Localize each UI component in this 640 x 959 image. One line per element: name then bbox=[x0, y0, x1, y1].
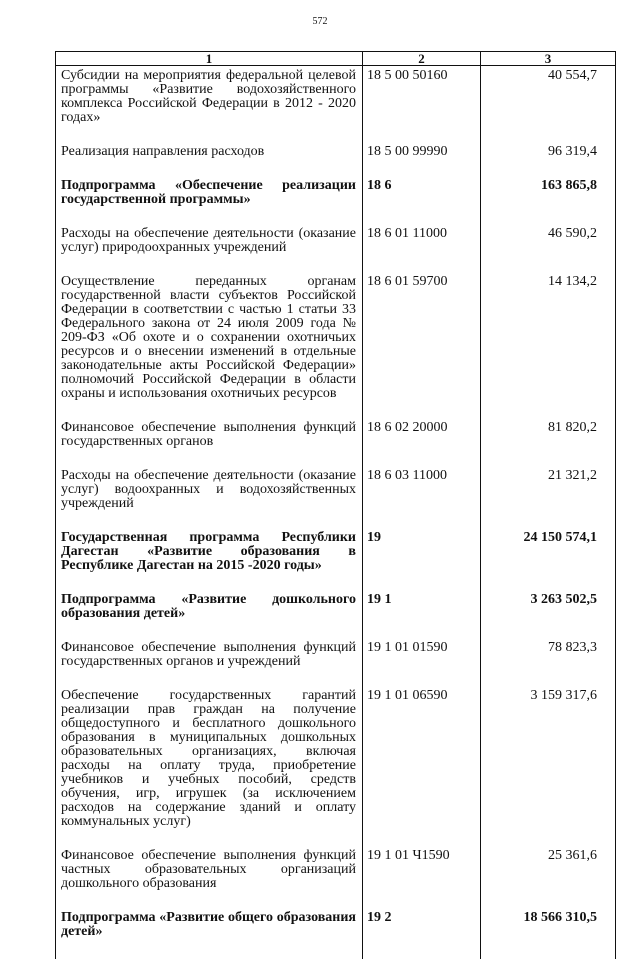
row-code-cell: 19 1 01 01590 bbox=[363, 641, 481, 669]
table-row bbox=[56, 421, 616, 449]
row-spacer bbox=[56, 125, 616, 145]
row-code-cell: 18 6 01 59700 bbox=[363, 275, 481, 401]
spacer-cell bbox=[56, 255, 363, 275]
table-row bbox=[56, 531, 616, 573]
header-row bbox=[56, 52, 616, 66]
table-row bbox=[56, 689, 616, 829]
table-row bbox=[56, 145, 616, 159]
spacer-cell bbox=[363, 207, 481, 227]
row-spacer bbox=[56, 511, 616, 531]
row-name-cell: Расходы на обеспечение деятельности (оказание услуг) природоохранных учреждений bbox=[56, 227, 363, 255]
spacer-cell bbox=[481, 829, 616, 849]
spacer-cell bbox=[363, 159, 481, 179]
spacer-cell bbox=[481, 511, 616, 531]
spacer-cell bbox=[481, 401, 616, 421]
spacer-cell bbox=[363, 449, 481, 469]
row-spacer bbox=[56, 159, 616, 179]
row-amount-cell: 18 566 310,5 bbox=[481, 911, 616, 939]
spacer-cell bbox=[56, 573, 363, 593]
spacer-cell bbox=[56, 159, 363, 179]
row-spacer bbox=[56, 207, 616, 227]
row-code-cell: 19 1 bbox=[363, 593, 481, 621]
header-col-1: 1 bbox=[56, 52, 363, 66]
row-amount-cell: 24 150 574,1 bbox=[481, 531, 616, 573]
row-amount-cell: 96 319,4 bbox=[481, 145, 616, 159]
row-code-cell: 19 1 01 Ч1590 bbox=[363, 849, 481, 891]
table-row bbox=[56, 849, 616, 891]
row-spacer bbox=[56, 255, 616, 275]
spacer-cell bbox=[56, 207, 363, 227]
table-row bbox=[56, 66, 616, 126]
row-amount-cell: 21 321,2 bbox=[481, 469, 616, 511]
spacer-cell bbox=[481, 891, 616, 911]
row-spacer bbox=[56, 449, 616, 469]
spacer-cell bbox=[481, 573, 616, 593]
spacer-cell bbox=[56, 401, 363, 421]
row-name-cell: Финансовое обеспечение выполнения функций государственных органов bbox=[56, 421, 363, 449]
spacer-cell bbox=[56, 125, 363, 145]
spacer-cell bbox=[363, 573, 481, 593]
row-name-cell: Подпрограмма «Развитие общего образования детей» bbox=[56, 911, 363, 939]
page-number: 572 bbox=[0, 16, 640, 27]
row-code-cell: 18 5 00 50160 bbox=[363, 66, 481, 126]
row-name-cell: Государственная программа Республики Дагестан «Развитие образования в Республике Дагестан на 2015 -2020 годы» bbox=[56, 531, 363, 573]
row-code-cell: 18 6 01 11000 bbox=[363, 227, 481, 255]
row-code-cell: 19 2 bbox=[363, 911, 481, 939]
row-spacer bbox=[56, 669, 616, 689]
spacer-cell bbox=[363, 125, 481, 145]
budget-table bbox=[55, 51, 616, 959]
spacer-cell bbox=[481, 669, 616, 689]
row-code-cell: 18 5 00 99990 bbox=[363, 145, 481, 159]
row-amount-cell: 81 820,2 bbox=[481, 421, 616, 449]
row-spacer bbox=[56, 829, 616, 849]
table-row bbox=[56, 227, 616, 255]
row-name-cell: Финансовое обеспечение выполнения функций государственных органов и учреждений bbox=[56, 641, 363, 669]
table-row bbox=[56, 469, 616, 511]
spacer-cell bbox=[363, 511, 481, 531]
row-amount-cell: 25 361,6 bbox=[481, 849, 616, 891]
row-name-cell: Субсидии на мероприятия федеральной целевой программы «Развитие водохозяйственного комплекса Российской Федерации в 2012 - 2020 годах» bbox=[56, 66, 363, 126]
table-header bbox=[56, 52, 616, 66]
table-row bbox=[56, 593, 616, 621]
table-body bbox=[56, 66, 616, 959]
row-amount-cell: 163 865,8 bbox=[481, 179, 616, 207]
row-code-cell: 18 6 02 20000 bbox=[363, 421, 481, 449]
spacer-cell bbox=[363, 621, 481, 641]
row-spacer bbox=[56, 891, 616, 911]
table-row bbox=[56, 179, 616, 207]
spacer-cell bbox=[481, 621, 616, 641]
row-spacer bbox=[56, 401, 616, 421]
spacer-cell bbox=[56, 449, 363, 469]
row-amount-cell: 14 134,2 bbox=[481, 275, 616, 401]
spacer-cell bbox=[56, 511, 363, 531]
row-spacer bbox=[56, 621, 616, 641]
row-amount-cell: 3 159 317,6 bbox=[481, 689, 616, 829]
spacer-cell bbox=[481, 125, 616, 145]
row-amount-cell: 78 823,3 bbox=[481, 641, 616, 669]
row-spacer bbox=[56, 573, 616, 593]
spacer-cell bbox=[56, 621, 363, 641]
spacer-cell bbox=[363, 669, 481, 689]
spacer-cell bbox=[481, 939, 616, 959]
spacer-cell bbox=[56, 939, 363, 959]
header-col-2: 2 bbox=[363, 52, 481, 66]
spacer-cell bbox=[363, 401, 481, 421]
row-name-cell: Обеспечение государственных гарантий реализации прав граждан на получение общедоступного и бесплатного дошкольного образования в муниципальных дошкольных образовательных организациях, включая расходы на оплату труда, приобретение учебников и учебных пособий, средств обучения, игр, игрушек (за исключением расходов на содержание зданий и оплату коммунальных услуг) bbox=[56, 689, 363, 829]
spacer-cell bbox=[481, 255, 616, 275]
row-name-cell: Подпрограмма «Развитие дошкольного образования детей» bbox=[56, 593, 363, 621]
spacer-cell bbox=[481, 449, 616, 469]
spacer-cell bbox=[363, 829, 481, 849]
row-name-cell: Финансовое обеспечение выполнения функций частных образовательных организаций дошкольного образования bbox=[56, 849, 363, 891]
header-col-3: 3 bbox=[481, 52, 616, 66]
spacer-cell bbox=[56, 891, 363, 911]
row-name-cell: Подпрограмма «Обеспечение реализации государственной программы» bbox=[56, 179, 363, 207]
row-amount-cell: 40 554,7 bbox=[481, 66, 616, 126]
row-code-cell: 19 bbox=[363, 531, 481, 573]
row-code-cell: 18 6 03 11000 bbox=[363, 469, 481, 511]
row-amount-cell: 3 263 502,5 bbox=[481, 593, 616, 621]
table-row bbox=[56, 275, 616, 401]
row-name-cell: Осуществление переданных органам государственной власти субъектов Российской Федерации в соответствии с частью 1 статьи 33 Федерального закона от 24 июля 2009 года № 209-ФЗ «Об охоте и о сохранении охотничьих ресурсов и о внесении изменений в отдельные законодательные акты Российской Федерации» полномочий Российской Федерации в области охраны и использования охотничьих ресурсов bbox=[56, 275, 363, 401]
spacer-cell bbox=[363, 939, 481, 959]
row-name-cell: Расходы на обеспечение деятельности (оказание услуг) водоохранных и водохозяйственных учреждений bbox=[56, 469, 363, 511]
row-name-cell: Реализация направления расходов bbox=[56, 145, 363, 159]
row-code-cell: 19 1 01 06590 bbox=[363, 689, 481, 829]
spacer-cell bbox=[481, 207, 616, 227]
table-row bbox=[56, 641, 616, 669]
spacer-cell bbox=[481, 159, 616, 179]
row-amount-cell: 46 590,2 bbox=[481, 227, 616, 255]
spacer-cell bbox=[363, 255, 481, 275]
row-code-cell: 18 6 bbox=[363, 179, 481, 207]
spacer-cell bbox=[56, 669, 363, 689]
row-spacer bbox=[56, 939, 616, 959]
spacer-cell bbox=[363, 891, 481, 911]
spacer-cell bbox=[56, 829, 363, 849]
table-row bbox=[56, 911, 616, 939]
